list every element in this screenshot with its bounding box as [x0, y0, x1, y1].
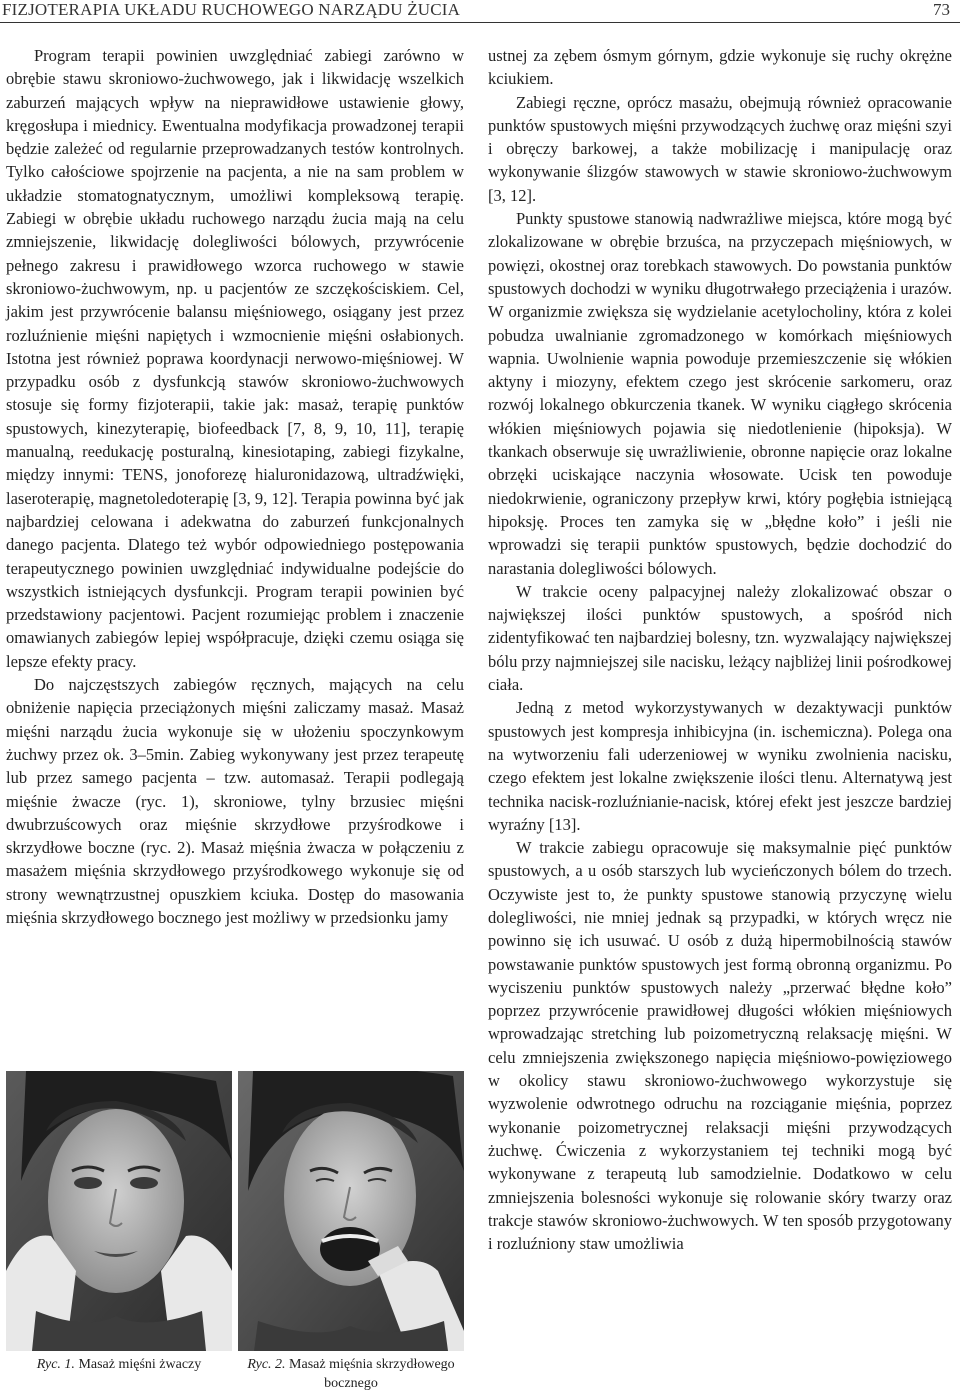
- figure-1-photo: [6, 1071, 232, 1351]
- paragraph: Jedną z metod wykorzystywanych w dezaktywacji punktów spustowych jest kompresja inhibicyjna (in. ischemiczna). Polega ona na wytworzeniu fali uderzeniowej w wyniku zwolnienia nacisku, czego efektem jest lokalne zwiększenie ilości tlenu. Alternatywą jest technika nacisk-rozluźnianie-nacisk, której efekt jest jeszcze bardziej wyraźny [13].: [488, 698, 952, 834]
- figure-2-caption: [238, 1355, 464, 1393]
- paragraph: Zabiegi ręczne, oprócz masażu, obejmują również opracowanie punktów spustowych mięśni przywodzących żuchwę oraz mięśni szyi i obręczy barkowej, a także mobilizację i manipulację oraz wykonywanie ślizgów stawowych w stawie skroniowo-żuchwowym [3, 12].: [488, 92, 952, 205]
- figure-2-photo: [238, 1071, 464, 1351]
- running-head: FIZJOTERAPIA UKŁADU RUCHOWEGO NARZĄDU ŻUCIA: [2, 0, 461, 19]
- figure-row: [6, 1071, 464, 1389]
- page-number: 73: [933, 0, 950, 19]
- paragraph: Program terapii powinien uwzględniać zabiegi zarówno w obrębie stawu skroniowo-żuchwowego, jak i likwidację wszelkich zaburzeń mających wpływ na nieprawidłowe ustawienie głowy, kręgosłupa i miednicy. Ewentualna modyfikacja prowadzonej terapii będzie zależeć od regularnie przeprowadzanych testów kontrolnych. Tylko całościowe spojrzenie na pacjenta, a nie na sam problem w układzie stomatognatycznym, umożliwi kompleksową terapię. Zabiegi w obrębie układu ruchowego narządu żucia mają na celu zmniejszenie, likwidację dolegliwości bólowych, przywrócenie pełnego zakresu i prawidłowego wzorca ruchowego w stawie skroniowo-żuchwowym, np. u pacjentów ze szczękościskiem. Cel, jakim jest przywrócenie balansu mięśniowego, osiągany jest przez rozluźnienie mięśni napiętych i wzmocnienie mięśni osłabionych. Istotna jest również poprawa koordynacji nerwowo-mięśniowej. W przypadku osób z dysfunkcją stawów skroniowo-żuchwowych stosuje się formy fizjoterapii, takie jak: masaż, terapię punktów spustowych, kinezyterapię, biofeedback [7, 8, 9, 10, 11], terapię manualną, reedukację posturalną, kinesiotaping, zabiegi fizykalne, między innymi: TENS, jonoforezę hialuronidazową, ultradźwięki, laseroterapię, magnetoledoterapię [3, 9, 12]. Terapia powinna być jak najbardziej celowana i adekwatna do zaburzeń funkcjonalnych danego pacjenta. Dlatego też wybór odpowiedniego postępowania terapeutycznego powinien uwzględniać indywidualne podejście do wszystkich istniejących dysfunkcji. Program terapii powinien być przedstawiony pacjentowi. Pacjent rozumiejąc problem i znaczenie omawianych zabiegów lepiej współpracuje, dzięki czemu osiąga się lepsze efekty pracy.: [6, 46, 464, 671]
- left-column: [6, 44, 464, 929]
- figure-1-caption-text: Masaż mięśni żwaczy: [78, 1357, 202, 1372]
- paragraph: W trakcie oceny palpacyjnej należy zlokalizować obszar o największej ilości punktów spustowych, a spośród nich zidentyfikować ten najbardziej bolesny, tzn. wyzwalający największej bólu przy najmniejszej sile nacisku, leżący najbliżej linii pośrodkowej ciała.: [488, 581, 952, 695]
- figure-2-label: Ryc. 2.: [247, 1357, 286, 1372]
- paragraph: ustnej za zębem ósmym górnym, gdzie wykonuje się ruchy okrężne kciukiem.: [488, 46, 952, 89]
- masseter-massage-photo: [6, 1071, 232, 1351]
- pterygoid-massage-photo: [238, 1071, 464, 1351]
- right-column: [488, 44, 952, 1255]
- page-header: [0, 0, 960, 22]
- header-rule: [0, 22, 960, 23]
- figure-1-label: Ryc. 1.: [36, 1357, 75, 1372]
- figure-2-caption-text: Masaż mięśnia skrzydłowego bocznego: [289, 1357, 455, 1391]
- paragraph: W trakcie zabiegu opracowuje się maksymalnie pięć punktów spustowych, a u osób starszych lub wycieńczonych bólem do trzech. Oczywiste jest to, że punkty spustowe stanowią przyczynę wielu dolegliwości, nie mniej jednak są przypadki, w których wręcz nie powinno się ich usuwać. U osób z dużą hipermobilnością stawów powstawanie punktów spustowych jest formą obronną organizmu. Po wyciszeniu punktów spustowych należy „przerwać błędne koło” poprzez przywrócenie prawidłowej długości włókien mięśniowych wprowadzając stretching lub poizometryczną relaksację mięśni. W celu zmniejszenia zwiększonego napięcia mięśniowo-powięziowego w okolicy stawu skroniowo-żuchwowego wykorzystuje się wyzwolenie odwrotnego odruchu na rozciąganie mięśnia, poprzez wykonanie poizometrycznej relaksacji mięśni przywodzących żuchwę. Ćwiczenia z wykorzystaniem tej techniki mogą być wykonywane z terapeutą lub samodzielnie. Dodatkowo w celu zmniejszenia bolesności wykonuje się rolowanie skóry twarzy oraz trakcje stawów skroniowo-żuchwowych. W ten sposób przygotowany i rozluźniony staw umożliwia: [488, 838, 952, 1254]
- paragraph: Do najczęstszych zabiegów ręcznych, mających na celu obniżenie napięcia przeciążonych mięśni zaliczamy masaż. Masaż mięśni narządu żucia wykonuje się w ułożeniu spoczynkowym żuchwy przez ok. 3–5min. Zabieg wykonywany jest przez terapeutę lub przez samego pacjenta – tzw. automasaż. Terapii podlegają mięśnie żwacze (ryc. 1), skroniowe, tylny brzusiec mięśni dwubrzuścowych oraz mięśnie skrzydłowe przyśrodkowe i skrzydłowe boczne (ryc. 2). Masaż mięśnia żwacza w połączeniu z masażem mięśnia skrzydłowego przyśrodkowego wykonuje się od strony wewnątrzustnej opuszkiem kciuka. Dostęp do masowania mięśnia skrzydłowego bocznego jest możliwy w przedsionku jamy: [6, 675, 464, 927]
- figure-1-caption: [6, 1355, 232, 1374]
- paragraph: Punkty spustowe stanowią nadwrażliwe miejsca, które mogą być zlokalizowane w obrębie brzuśca, na przyczepach mięśniowych, w powięzi, okostnej oraz torebkach stawowych. Do powstania punktów spustowych dochodzi w wyniku długotrwałego przeciążenia i urazów. W organizmie zwiększa się wydzielanie acetylocholiny, która z kolei pobudza uwalnianie zgromadzonego w komórkach mięśniowych wapnia. Uwolnienie wapnia powoduje przemieszczenie się włókien aktyny i miozyny, efektem czego jest skrócenie sarkomeru, oraz rozwój lokalnego obkurczenia tkanek. W wyniku ciągłego skrócenia włókien mięśniowych pojawia się niedotlenienie (hipoksja). W tkankach obserwuje się uwrażliwienie, obronne napięcie oraz lokalne obrzęki uciskające naczynia włosowate. Ucisk ten powoduje niedokrwienie, ograniczony przepływ krwi, który pogłębia istniejącą hipoksję. Proces ten zamyka się w „błędne koło” i jeśli nie wprowadzi się terapii punktów spustowych, będzie dochodzić do narastania dolegliwości bólowych.: [488, 209, 952, 578]
